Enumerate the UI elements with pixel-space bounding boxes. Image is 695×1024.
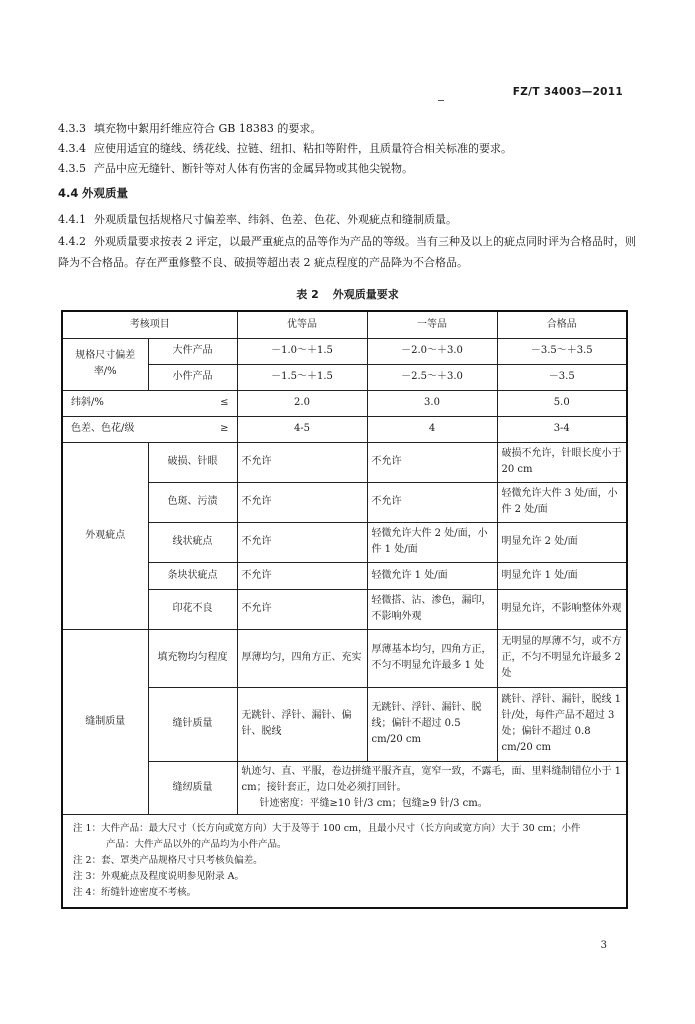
table-row bbox=[62, 390, 627, 416]
row-name: 缝纫质量 bbox=[148, 761, 237, 814]
row-name: 纬斜/% bbox=[71, 397, 104, 408]
row-name: 破损、针眼 bbox=[148, 442, 237, 482]
row-name: 色斑、污渍 bbox=[148, 482, 237, 522]
comparison-symbol: ≥ bbox=[220, 423, 229, 434]
table-label: 表 2 bbox=[296, 288, 319, 301]
cell-value: 无跳针、浮针、漏针、脱线；偏针不超过 0.5 cm/20 cm bbox=[367, 687, 497, 761]
clause-number: 4.3.4 bbox=[58, 142, 86, 155]
cell-value: 轻微允许大件 2 处/面，小件 1 处/面 bbox=[367, 522, 497, 562]
table-row bbox=[62, 416, 627, 442]
table-row bbox=[62, 629, 627, 687]
cell-value: 轻微允许大件 3 处/面，小件 2 处/面 bbox=[497, 482, 627, 522]
paragraph-number: 4.4.2 bbox=[58, 235, 86, 248]
table-notes bbox=[62, 814, 627, 908]
cell-value: 厚薄基本均匀，四角方正，不匀不明显允许最多 1 处 bbox=[367, 629, 497, 687]
row-name: 缝针质量 bbox=[148, 687, 237, 761]
sewing-detail-cell bbox=[237, 761, 627, 814]
section-heading-4-4 bbox=[58, 185, 128, 201]
cell-value: －2.5～＋3.0 bbox=[367, 364, 497, 390]
table-row bbox=[62, 338, 627, 364]
cell-value: 跳针、浮针、漏针，脱线 1 针/处，每件产品不超过 3 处；偏针不超过 0.8 cm/20 cm bbox=[497, 687, 627, 761]
paragraph-4-4-1 bbox=[58, 209, 638, 230]
size-deviation-group: 规格尺寸偏差率/% bbox=[62, 338, 148, 390]
note-2: 注 2：套、罩类产品规格尺寸只考核负偏差。 bbox=[73, 854, 263, 866]
row-name: 印花不良 bbox=[148, 589, 237, 629]
cell-value: 4-5 bbox=[237, 416, 367, 442]
standard-code: FZ/T 34003—2011 bbox=[512, 86, 623, 98]
section-number: 4.4 bbox=[58, 186, 79, 200]
note-1: 注 1：大件产品：最大尺寸（长方向或宽方向）大于及等于 100 cm，且最小尺寸（长方向或宽方向）大于 30 cm；小件 bbox=[73, 822, 581, 834]
cell-value: 不允许 bbox=[237, 482, 367, 522]
clause-4-3-5 bbox=[58, 160, 413, 176]
paragraph-number: 4.4.1 bbox=[58, 213, 86, 226]
cell-value: 3-4 bbox=[497, 416, 627, 442]
table-title: 外观质量要求 bbox=[332, 288, 399, 301]
weft-skew-label bbox=[62, 390, 237, 416]
page-number: 3 bbox=[600, 940, 607, 951]
cell-value: －1.0～＋1.5 bbox=[237, 338, 367, 364]
cell-value: 5.0 bbox=[497, 390, 627, 416]
row-name: 色差、色花/级 bbox=[71, 423, 135, 434]
header-grade-qualified: 合格品 bbox=[497, 311, 627, 338]
stitch-density-text: 针迹密度：平缝≥10 针/3 cm；包缝≥9 针/3 cm。 bbox=[259, 797, 488, 809]
cell-value: 无明显的厚薄不匀，或不方正，不匀不明显允许最多 2 处 bbox=[497, 629, 627, 687]
note-4: 注 4：绗缝针迹密度不考核。 bbox=[73, 886, 197, 898]
paragraph-text: 外观质量包括规格尺寸偏差率、纬斜、色差、色花、外观疵点和缝制质量。 bbox=[94, 213, 457, 226]
scan-mark bbox=[438, 100, 444, 101]
section-title: 外观质量 bbox=[82, 186, 128, 200]
row-name: 大件产品 bbox=[148, 338, 237, 364]
cell-value: 明显允许 1 处/面 bbox=[497, 562, 627, 589]
table-caption bbox=[0, 286, 695, 302]
sewing-detail-text: 轨迹匀、直、平服，卷边拼缝平服齐直，宽窄一致，不露毛，面、里料缝制错位小于 1 cm；接针套正，边口处必须打回针。 bbox=[241, 765, 622, 793]
comparison-symbol: ≤ bbox=[220, 397, 229, 408]
paragraph-4-4-2 bbox=[58, 231, 638, 273]
color-difference-label bbox=[62, 416, 237, 442]
table-row bbox=[62, 442, 627, 482]
cell-value: 明显允许 2 处/面 bbox=[497, 522, 627, 562]
cell-value: 轻微搭、沾、渗色，漏印，不影响外观 bbox=[367, 589, 497, 629]
paragraph-text: 外观质量要求按表 2 评定，以最严重疵点的品等作为产品的等级。当有三种及以上的疵点同时评为合格品时，则降为不合格品。存在严重修整不良、破损等超出表 2 疵点程度的产品降为不合格品。 bbox=[58, 235, 636, 269]
cell-value: －2.0～＋3.0 bbox=[367, 338, 497, 364]
cell-value: －1.5～＋1.5 bbox=[237, 364, 367, 390]
clause-4-3-4 bbox=[58, 140, 512, 156]
row-name: 小件产品 bbox=[148, 364, 237, 390]
cell-value: 不允许 bbox=[367, 442, 497, 482]
cell-value: 不允许 bbox=[237, 589, 367, 629]
table-notes-row bbox=[62, 814, 627, 908]
cell-value: －3.5 bbox=[497, 364, 627, 390]
cell-value: 轻微允许 1 处/面 bbox=[367, 562, 497, 589]
header-grade-superior: 优等品 bbox=[237, 311, 367, 338]
note-1-continued: 产品：大件产品以外的产品均为小件产品。 bbox=[106, 838, 287, 850]
header-item: 考核项目 bbox=[62, 311, 237, 338]
header-grade-first: 一等品 bbox=[367, 311, 497, 338]
table-header-row bbox=[62, 311, 627, 338]
appearance-quality-table bbox=[61, 310, 628, 909]
cell-value: 不允许 bbox=[367, 482, 497, 522]
cell-value: 破损不允许，针眼长度小于 20 cm bbox=[497, 442, 627, 482]
cell-value: 不允许 bbox=[237, 562, 367, 589]
row-name: 填充物均匀程度 bbox=[148, 629, 237, 687]
cell-value: －3.5～＋3.5 bbox=[497, 338, 627, 364]
row-name: 线状疵点 bbox=[148, 522, 237, 562]
clause-number: 4.3.5 bbox=[58, 162, 86, 175]
cell-value: 无跳针、浮针、漏针、偏针、脱线 bbox=[237, 687, 367, 761]
clause-text: 产品中应无缝针、断针等对人体有伤害的金属异物或其他尖锐物。 bbox=[94, 162, 413, 175]
cell-value: 4 bbox=[367, 416, 497, 442]
cell-value: 3.0 bbox=[367, 390, 497, 416]
clause-number: 4.3.3 bbox=[58, 122, 86, 135]
clause-text: 应使用适宜的缝线、绣花线、拉链、纽扣、粘扣等附件，且质量符合相关标准的要求。 bbox=[94, 142, 512, 155]
cell-value: 不允许 bbox=[237, 522, 367, 562]
row-name: 条块状疵点 bbox=[148, 562, 237, 589]
cell-value: 厚薄均匀，四角方正、充实 bbox=[237, 629, 367, 687]
cell-value: 不允许 bbox=[237, 442, 367, 482]
note-3: 注 3：外观疵点及程度说明参见附录 A。 bbox=[73, 870, 244, 882]
clause-4-3-3 bbox=[58, 120, 321, 136]
clause-text: 填充物中絮用纤维应符合 GB 18383 的要求。 bbox=[94, 122, 322, 135]
sewing-quality-group: 缝制质量 bbox=[62, 629, 148, 814]
appearance-defects-group: 外观疵点 bbox=[62, 442, 148, 629]
cell-value: 2.0 bbox=[237, 390, 367, 416]
cell-value: 明显允许，不影响整体外观 bbox=[497, 589, 627, 629]
